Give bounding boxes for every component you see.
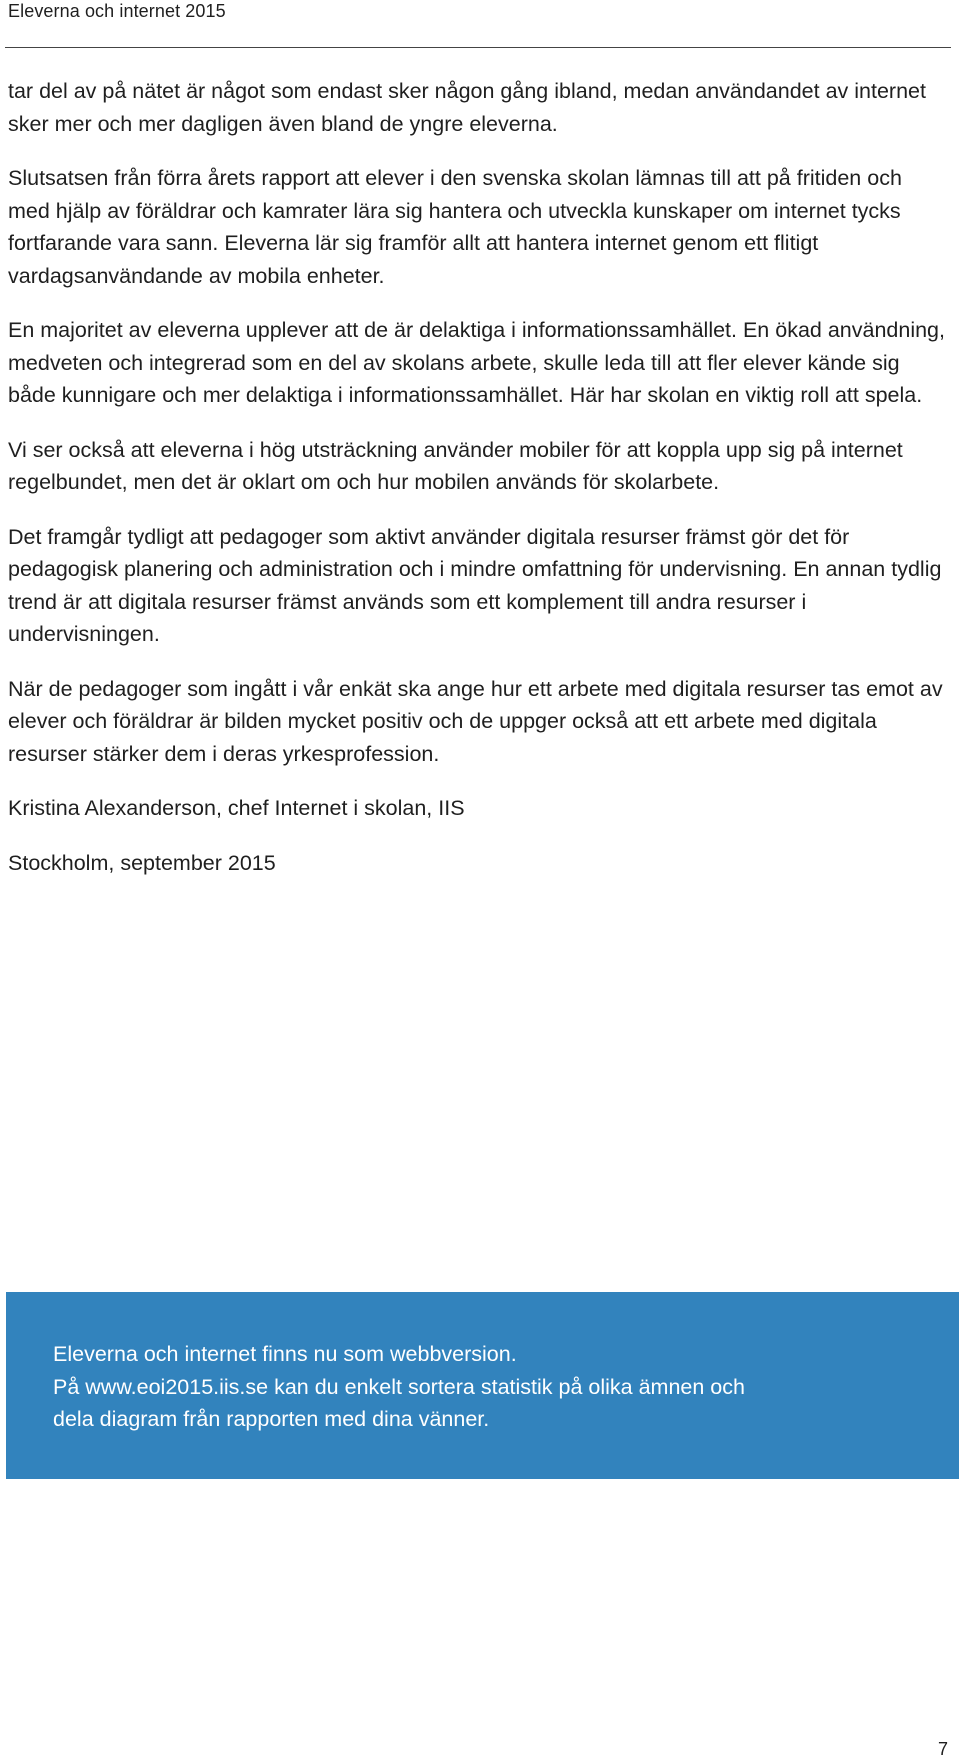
callout-text bbox=[53, 1338, 933, 1436]
paragraph-reception: När de pedagoger som ingått i vår enkät ska ange hur ett arbete med digitala resurser tas emot av elever och föräldrar är bilden mycket positiv och de uppger också att ett arbete med digitala resurser stärker dem i deras yrkesprofession. bbox=[8, 676, 943, 766]
body-text bbox=[8, 75, 948, 901]
header-divider bbox=[5, 47, 951, 48]
paragraph-teachers: Det framgår tydligt att pedagoger som aktivt använder digitala resurser främst gör det för pedagogisk planering och administration och i mindre omfattning för undervisning. En annan tydlig trend är att digitala resurser främst används som ett komplement till andra resurser i undervisningen. bbox=[8, 524, 942, 646]
running-header-title: Eleverna och internet 2015 bbox=[8, 1, 226, 21]
callout-line-2: På www.eoi2015.iis.se kan du enkelt sortera statistik på olika ämnen och bbox=[53, 1374, 745, 1399]
paragraph-conclusion: Slutsatsen från förra årets rapport att elever i den svenska skolan lämnas till att på fritiden och med hjälp av föräldrar och kamrater lära sig hantera och utveckla kunskaper om internet tycks fortfarande vara sann. Eleverna lär sig framför allt att hantera internet genom ett flitigt vardagsanvändande av mobila enheter. bbox=[8, 166, 902, 288]
callout-line-1: Eleverna och internet finns nu som webbversion. bbox=[53, 1342, 517, 1366]
paragraph-intro-continuation: tar del av på nätet är något som endast sker någon gång ibland, medan användandet av internet sker mer och mer dagligen även bland de yngre eleverna. bbox=[8, 79, 926, 136]
web-version-callout bbox=[6, 1292, 959, 1479]
callout-line-3: dela diagram från rapporten med dina vänner. bbox=[53, 1407, 490, 1431]
signature-place-date: Stockholm, september 2015 bbox=[8, 850, 276, 875]
paragraph-participation: En majoritet av eleverna upplever att de är delaktiga i informationssamhället. En ökad användning, medveten och integrerad som en del av skolans arbete, skulle leda till att fler elever kände sig både kunnigare och mer delaktiga i informationssamhället. Här har skolan en viktig roll att spela. bbox=[8, 318, 945, 407]
paragraph-mobiles: Vi ser också att eleverna i hög utsträckning använder mobiler för att koppla upp sig på internet regelbundet, men det är oklart om och hur mobilen används för skolarbete. bbox=[8, 437, 903, 494]
signature-author: Kristina Alexanderson, chef Internet i skolan, IIS bbox=[8, 796, 465, 820]
page-number: 7 bbox=[937, 1739, 948, 1759]
